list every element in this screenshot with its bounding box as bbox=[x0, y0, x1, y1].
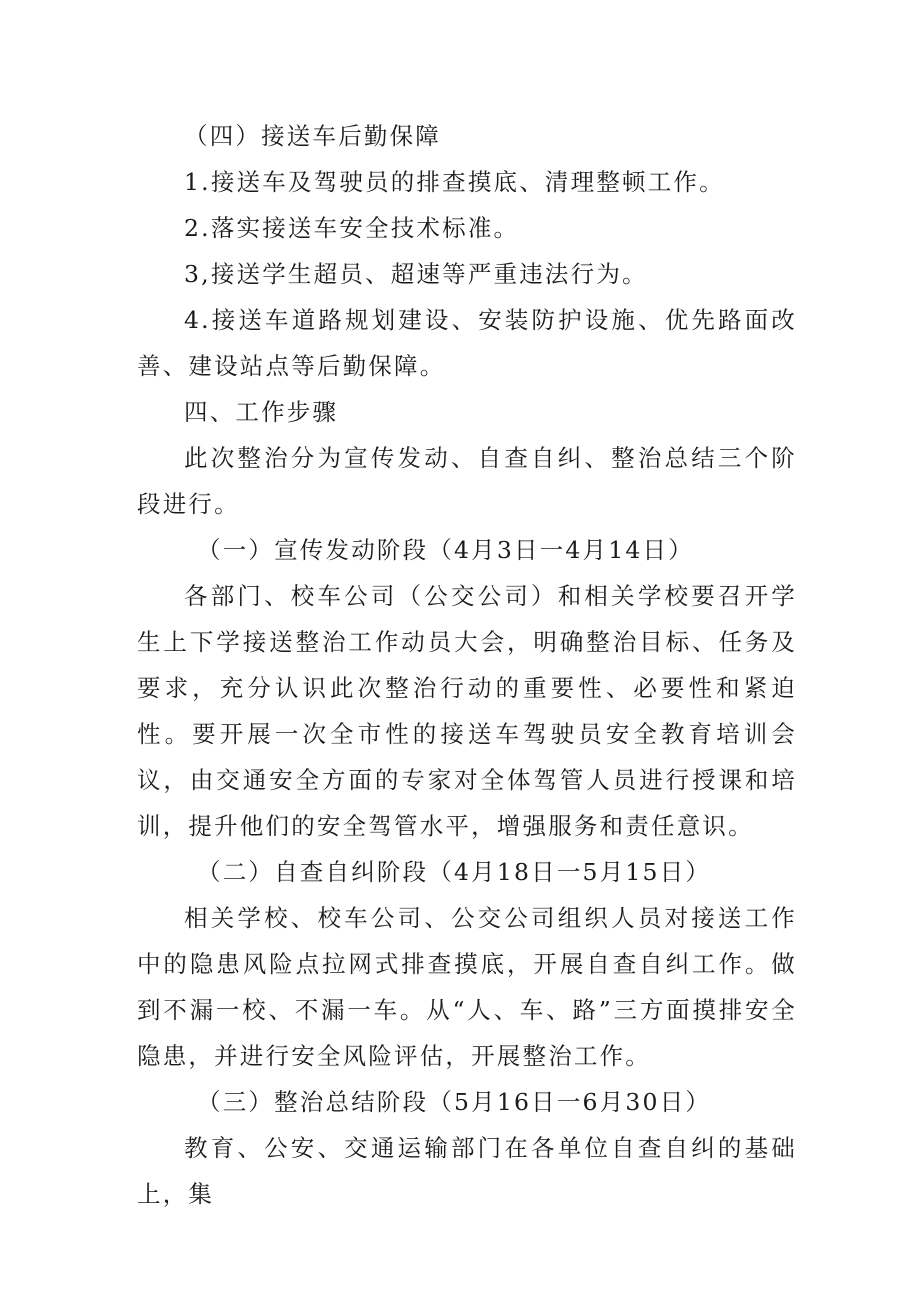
subheading-phase-2: （二）自查自纠阶段（4月18日一5月15日） bbox=[197, 858, 712, 886]
subheading-phase-3: （三）整治总结阶段（5月16日一6月30日） bbox=[197, 1088, 712, 1116]
body-paragraph-phase-1: 各部门、校车公司（公交公司）和相关学校要召开学生上下学接送整治工作动员大会，明确整治目标、任务及要求，充分认识此次整治行动的重要性、必要性和紧迫性。要开展一次全市性的接送车驾驶员安全教育培训会议，由交通安全方面的专家对全体驾管人员进行授课和培训，提升他们的安全驾管水平，增强服务和责任意识。 bbox=[137, 582, 797, 840]
list-item-3: 3,接送学生超员、超速等严重违法行为。 bbox=[184, 260, 648, 288]
list-item-2: 2.落实接送车安全技术标准。 bbox=[184, 214, 520, 242]
body-paragraph-phase-3: 教育、公安、交通运输部门在各单位自查自纠的基础上，集 bbox=[137, 1134, 797, 1208]
list-item-1: 1.接送车及驾驶员的排查摸底、清理整顿工作。 bbox=[184, 168, 725, 196]
body-paragraph-phases: 此次整治分为宣传发动、自查自纠、整治总结三个阶段进行。 bbox=[137, 444, 797, 518]
subheading-phase-1: （一）宣传发动阶段（4月3日一4月14日） bbox=[197, 536, 694, 564]
document-body bbox=[137, 113, 797, 1217]
body-paragraph-phase-2: 相关学校、校车公司、公交公司组织人员对接送工作中的隐患风险点拉网式排查摸底，开展自查自纠工作。做到不漏一校、不漏一车。从“人、车、路”三方面摸排安全隐患，并进行安全风险评估，开展整治工作。 bbox=[137, 904, 797, 1070]
section-heading-logistics: （四）接送车后勤保障 bbox=[184, 122, 441, 150]
list-item-4: 4.接送车道路规划建设、安装防护设施、优先路面改善、建设站点等后勤保障。 bbox=[137, 306, 797, 380]
section-heading-work-steps: 四、工作步骤 bbox=[184, 398, 339, 426]
